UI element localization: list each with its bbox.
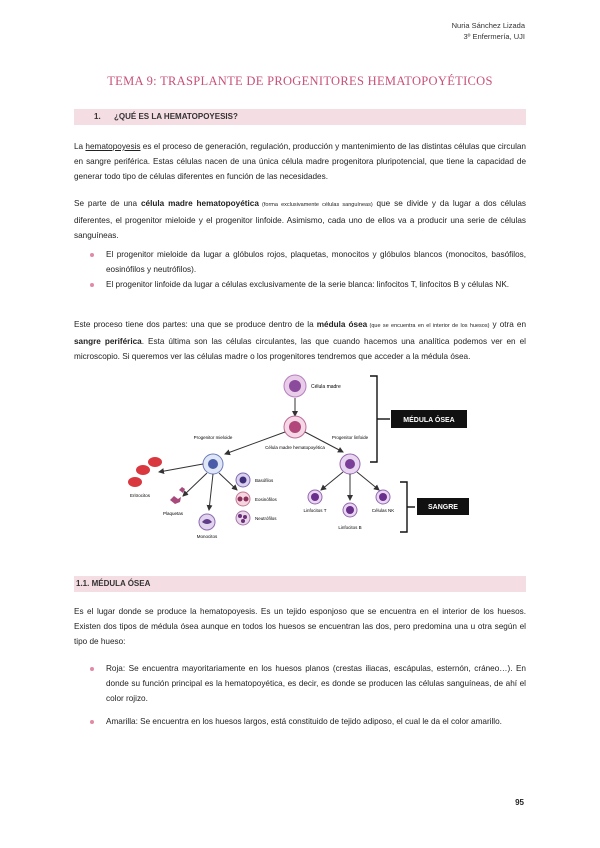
- list-item: Amarilla: Se encuentra en los huesos largos, está constituido de tejido adiposo, el cual le da el color amarillo.: [74, 714, 526, 729]
- paragraph-3: Este proceso tiene dos partes: una que se produce dentro de la médula ósea (que se encuentra en el interior de los huesos) y otra en sangre periférica. Esta última son las células circulantes, las que cuando hacemos una analítica podemos ver en el microscopio. Si queremos ver las células madre o los progenitores tendremos que acceder a la médula ósea.: [74, 320, 526, 361]
- list-item: El progenitor linfoide da lugar a células exclusivamente de la serie blanca: linfocitos T, linfocitos B y células NK.: [74, 277, 526, 292]
- sangre-box-label: SANGRE: [428, 504, 458, 511]
- lymphoid-label: Progenitor linfoide: [331, 435, 369, 440]
- linfocitos-b-label: Linfocitos B: [338, 525, 362, 530]
- sangre-bracket: [400, 482, 407, 532]
- platelet-icon: [170, 496, 181, 504]
- medula-bracket: [370, 376, 377, 462]
- author: Nuria Sánchez Lizada: [451, 21, 525, 30]
- medula-box-label: MÉDULA ÓSEA: [403, 417, 455, 424]
- page-title: TEMA 9: TRASPLANTE DE PROGENITORES HEMATOPOYÉTICOS: [107, 74, 493, 88]
- linfocitos-t-label: Linfocitos T: [303, 508, 327, 513]
- section-heading: ¿QUÉ ES LA HEMATOPOYESIS?: [114, 112, 238, 121]
- section-1-1-bar: [74, 576, 526, 592]
- celulas-nk-label: Células NK: [371, 508, 395, 513]
- bullet-list-2: [74, 661, 526, 729]
- paragraph-1: La hematopoyesis es el proceso de generación, regulación, producción y mantenimiento de las distintas células que circulan en sangre periférica. Estas células nacen de una única célula madre progenitora pluripotencial, que tiene la capacidad de generar todo tipo de células diferentes en función de las necesidades.: [74, 142, 526, 181]
- section-1-bar: [74, 109, 526, 125]
- monocitos-label: Monocitos: [196, 534, 218, 539]
- section-number: 1.: [94, 112, 101, 121]
- eosinofilos-label: Eosinófilos: [255, 497, 277, 502]
- hematopoiesis-diagram: [115, 372, 495, 544]
- term-hematopoyesis: hematopoyesis: [85, 142, 141, 151]
- erythrocyte-icon: [136, 465, 150, 475]
- basofilos-label: Basófilos: [255, 478, 274, 483]
- neutrofilos-label: Neutrófilos: [255, 516, 277, 521]
- page-header: [452, 20, 525, 42]
- list-item: Roja: Se encuentra mayoritariamente en los huesos planos (crestas iliacas, escápulas, esternón, cráneo…). En donde su función principal es la hematopoyética, es decir, es donde se producen las células sanguíneas, de ahí el color rojizo.: [74, 661, 526, 706]
- hsc-label: Célula madre hematopoyética: [265, 445, 325, 450]
- myeloid-label: Progenitor mieloide: [193, 435, 233, 440]
- bullet-icon: [90, 720, 94, 724]
- bullet-icon: [90, 667, 94, 671]
- section-heading: 1.1. MÉDULA ÓSEA: [76, 579, 151, 588]
- list-item: El progenitor mieloide da lugar a glóbulos rojos, plaquetas, monocitos y glóbulos blancos (monocitos, basófilos, eosinófilos y neutrófilos).: [74, 247, 526, 277]
- stem-cell-label: Célula madre: [311, 384, 341, 390]
- eritrocitos-label: Eritrocitos: [129, 493, 151, 498]
- paragraph-2: Se parte de una célula madre hematopoyética (forma exclusivamente células sanguíneas) que se divide y da lugar a dos células diferentes, el progenitor mieloide y el progenitor linfoide. Asimismo, cada uno de ellos va a producir una serie de células sanguíneas.: [74, 199, 527, 240]
- page-number: 95: [515, 798, 524, 807]
- bullet-list-1: [74, 247, 526, 292]
- bullet-icon: [90, 283, 94, 287]
- course: 3º Enfermería, UJI: [463, 32, 525, 41]
- paragraph-4: Es el lugar donde se produce la hematopoyesis. Es un tejido esponjoso que se encuentra en el interior de los huesos. Existen dos tipos de médula ósea aunque en todos los huesos se encuentran las dos, pero predomina una u otra según el tipo de hueso:: [74, 607, 526, 646]
- bullet-icon: [90, 253, 94, 257]
- plaquetas-label: Plaquetas: [162, 511, 184, 516]
